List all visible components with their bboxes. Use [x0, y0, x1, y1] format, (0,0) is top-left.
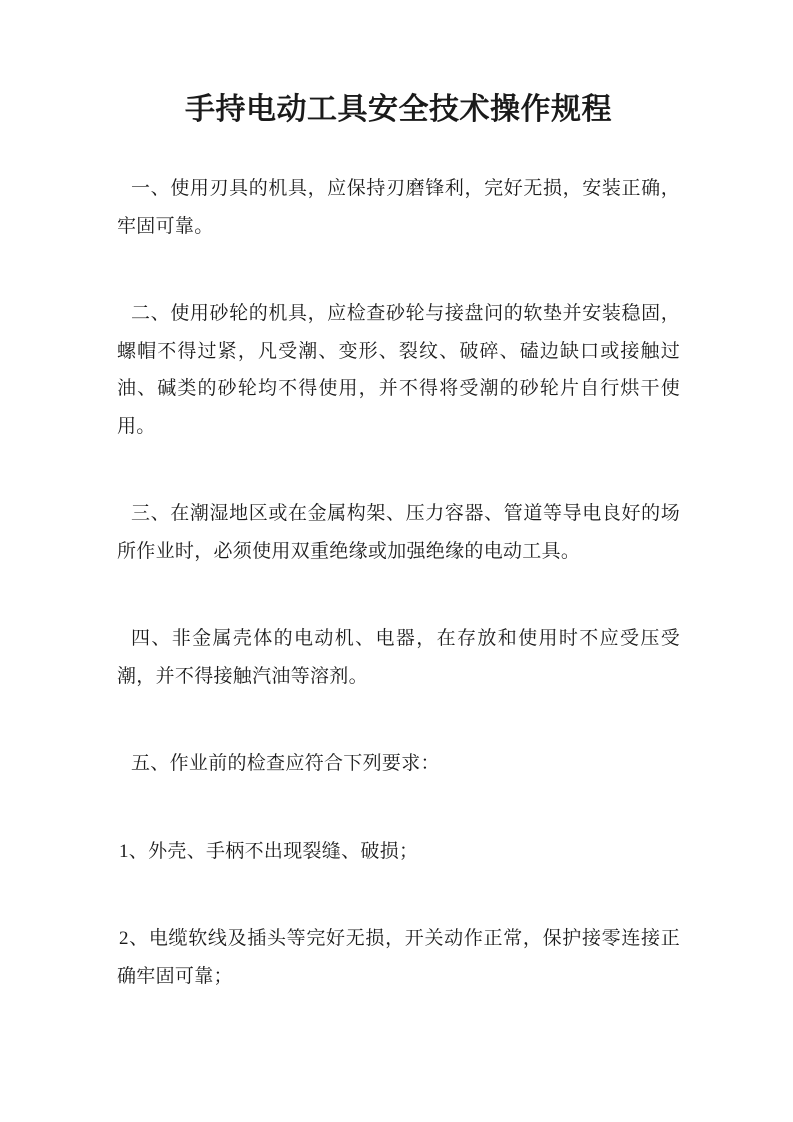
rule-paragraph-5: 五、作业前的检查应符合下列要求： [131, 753, 440, 774]
rule-paragraph-2: 二、使用砂轮的机具，应检查砂轮与接盘问的软垫并安装稳固，螺帽不得过紧，凡受潮、变形、裂纹、破碎、磕边缺口或接触过油、碱类的砂轮均不得使用，并不得将受潮的砂轮片自行烘干使用。 [117, 303, 680, 437]
document-title: 手持电动工具安全技术操作规程 [185, 93, 612, 126]
check-item-1: 1、外壳、手柄不出现裂缝、破损； [119, 840, 419, 862]
check-item-2: 2、电缆软线及插头等完好无损，开关动作正常，保护接零连接正确牢固可靠； [117, 928, 680, 987]
rule-paragraph-3: 三、在潮湿地区或在金属构架、压力容器、管道等导电良好的场所作业时，必须使用双重绝缘或加强绝缘的电动工具。 [117, 503, 680, 562]
rule-paragraph-4: 四、非金属壳体的电动机、电器，在存放和使用时不应受压受潮，并不得接触汽油等溶剂。 [117, 628, 680, 687]
rule-paragraph-1: 一、使用刃具的机具，应保持刃磨锋利，完好无损，安装正确，牢固可靠。 [117, 178, 680, 237]
